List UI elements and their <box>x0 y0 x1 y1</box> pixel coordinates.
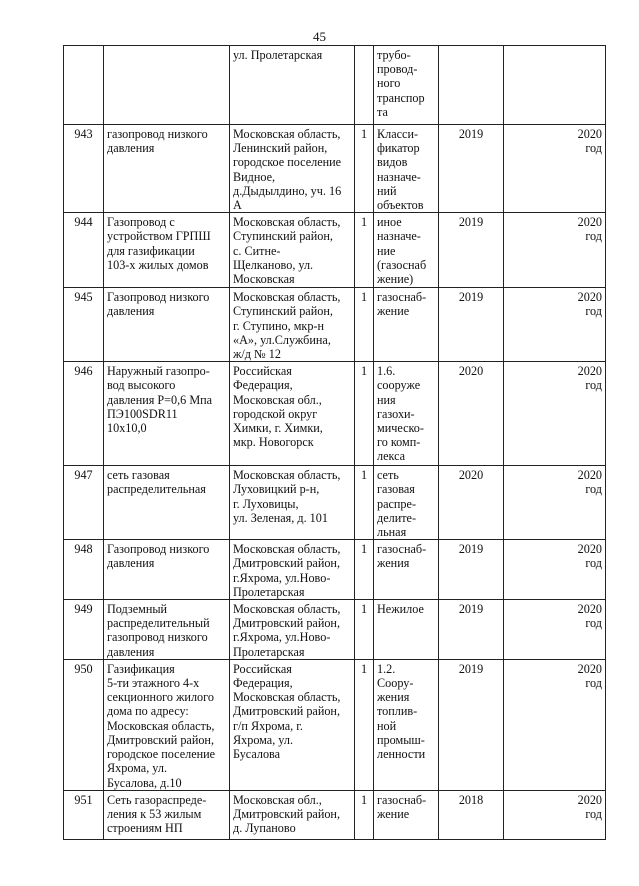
object-address: Российская Федерация, Московская область, Дмитровский район, г/п Яхрома, г. Яхрома, ул. Бусалова <box>230 659 355 790</box>
object-year: 2019 <box>439 659 504 790</box>
object-address: Московская область, Ленинский район, городское поселение Видное, д.Дыдылдино, уч. 16 А <box>230 125 355 213</box>
object-quantity: 1 <box>355 659 374 790</box>
table-row <box>64 288 606 362</box>
row-number: 946 <box>64 362 104 466</box>
object-purpose: газоснаб- жения <box>374 540 439 600</box>
object-purpose: Нежилое <box>374 600 439 660</box>
object-term <box>504 46 606 125</box>
object-quantity: 1 <box>355 466 374 540</box>
object-quantity: 1 <box>355 540 374 600</box>
registry-table <box>63 45 606 840</box>
object-name: Газопровод низкого давления <box>104 540 230 600</box>
object-term: 2020 год <box>504 362 606 466</box>
object-purpose: газоснаб- жение <box>374 790 439 839</box>
table-row <box>64 659 606 790</box>
object-name: Газификация 5-ти этажного 4-х секционного жилого дома по адресу: Московская область, Дмитровский район, городское поселение Яхрома, ул. Бусалова, д.10 <box>104 659 230 790</box>
row-number: 951 <box>64 790 104 839</box>
object-year: 2019 <box>439 125 504 213</box>
row-number: 948 <box>64 540 104 600</box>
object-address: Российская Федерация, Московская обл., городской округ Химки, г. Химки, мкр. Новогорск <box>230 362 355 466</box>
object-purpose: газоснаб- жение <box>374 288 439 362</box>
object-purpose: иное назначе- ние (газоснаб жение) <box>374 213 439 288</box>
object-year: 2019 <box>439 213 504 288</box>
object-year: 2018 <box>439 790 504 839</box>
object-name: Сеть газораспреде- ления к 53 жилым строениям НП <box>104 790 230 839</box>
table-row <box>64 213 606 288</box>
object-address: Московская область, Дмитровский район, г.Яхрома, ул.Ново- Пролетарская <box>230 540 355 600</box>
object-year <box>439 46 504 125</box>
object-name: Наружный газопро- вод высокого давления P=0,6 Мпа ПЭ100SDR11 10x10,0 <box>104 362 230 466</box>
object-purpose: трубо- провод- ного транспор та <box>374 46 439 125</box>
row-number: 943 <box>64 125 104 213</box>
object-address: Московская обл., Дмитровский район, д. Лупаново <box>230 790 355 839</box>
row-number <box>64 46 104 125</box>
object-purpose: 1.6. сооруже ния газохи- мическо- го комп- лекса <box>374 362 439 466</box>
object-name: Газопровод с устройством ГРПШ для газификации 103-х жилых домов <box>104 213 230 288</box>
object-name: Газопровод низкого давления <box>104 288 230 362</box>
object-year: 2020 <box>439 362 504 466</box>
object-term: 2020 год <box>504 466 606 540</box>
object-purpose: 1.2. Соору- жения топлив- ной промыш- ленности <box>374 659 439 790</box>
object-term: 2020 год <box>504 540 606 600</box>
object-address: Московская область, Ступинский район, г. Ступино, мкр-н «А», ул.Службина, ж/д № 12 <box>230 288 355 362</box>
object-year: 2019 <box>439 288 504 362</box>
object-name: сеть газовая распределительная <box>104 466 230 540</box>
page-number: 45 <box>313 29 326 44</box>
object-name: газопровод низкого давления <box>104 125 230 213</box>
object-purpose: сеть газовая распре- делите- льная <box>374 466 439 540</box>
object-term: 2020 год <box>504 288 606 362</box>
row-number: 944 <box>64 213 104 288</box>
object-address: ул. Пролетарская <box>230 46 355 125</box>
object-term: 2020 год <box>504 790 606 839</box>
table-row <box>64 540 606 600</box>
object-quantity: 1 <box>355 125 374 213</box>
table-row <box>64 362 606 466</box>
row-number: 950 <box>64 659 104 790</box>
object-purpose: Класси- фикатор видов назначе- ний объектов <box>374 125 439 213</box>
row-number: 945 <box>64 288 104 362</box>
table-row <box>64 466 606 540</box>
row-number: 947 <box>64 466 104 540</box>
object-quantity: 1 <box>355 288 374 362</box>
table-row <box>64 46 606 125</box>
object-term: 2020 год <box>504 659 606 790</box>
object-quantity: 1 <box>355 790 374 839</box>
table-row <box>64 790 606 839</box>
row-number: 949 <box>64 600 104 660</box>
object-address: Московская область, Ступинский район, с. Ситне- Щелканово, ул. Московская <box>230 213 355 288</box>
object-term: 2020 год <box>504 213 606 288</box>
object-year: 2019 <box>439 600 504 660</box>
object-address: Московская область, Дмитровский район, г.Яхрома, ул.Ново- Пролетарская <box>230 600 355 660</box>
object-quantity: 1 <box>355 213 374 288</box>
object-name <box>104 46 230 125</box>
object-term: 2020 год <box>504 125 606 213</box>
object-quantity <box>355 46 374 125</box>
table-row <box>64 600 606 660</box>
object-year: 2019 <box>439 540 504 600</box>
table-row <box>64 125 606 213</box>
object-address: Московская область, Луховицкий р-н, г. Луховицы, ул. Зеленая, д. 101 <box>230 466 355 540</box>
object-name: Подземный распределительный газопровод низкого давления <box>104 600 230 660</box>
object-term: 2020 год <box>504 600 606 660</box>
object-year: 2020 <box>439 466 504 540</box>
object-quantity: 1 <box>355 362 374 466</box>
object-quantity: 1 <box>355 600 374 660</box>
